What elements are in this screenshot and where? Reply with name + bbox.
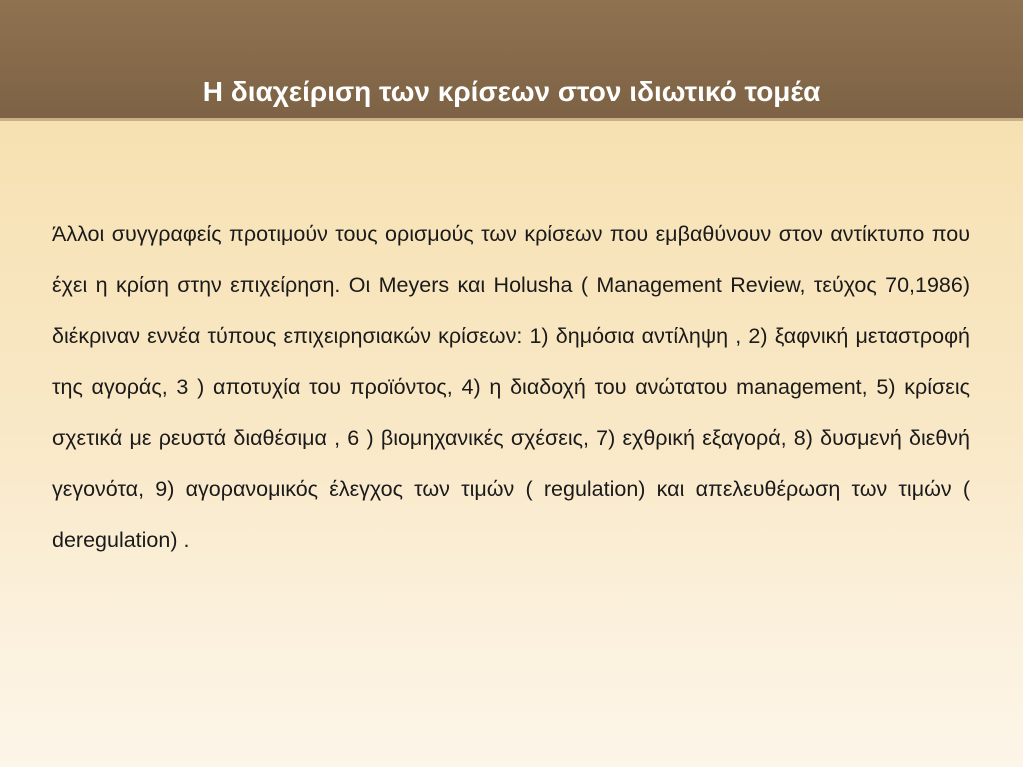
slide-body-text: Άλλοι συγγραφείς προτιμούν τους ορισμούς των κρίσεων που εμβαθύνουν στον αντίκτυπο που έχει η κρίση στην επιχείρηση. Οι Meyers και Holusha ( Management Review, τεύχος 70,1986) διέκριναν εννέα τύπους επιχειρησιακών κρίσεων: 1) δημόσια αντίληψη , 2) ξαφνική μεταστροφή της αγοράς, 3 ) αποτυχία του προϊόντος, 4) η διαδοχή του ανώτατου management, 5) κρίσεις σχετικά με ρευστά διαθέσιμα , 6 ) βιομηχανικές σχέσεις, 7) εχθρική εξαγορά, 8) δυσμενή διεθνή γεγονότα, 9) αγορανομικός έλεγχος των τιμών ( regulation) και απελευθέρωση των τιμών ( deregulation) . (52, 222, 970, 552)
title-bar (0, 0, 1023, 121)
slide-title: Η διαχείριση των κρίσεων στον ιδιωτικό τομέα (202, 76, 821, 107)
